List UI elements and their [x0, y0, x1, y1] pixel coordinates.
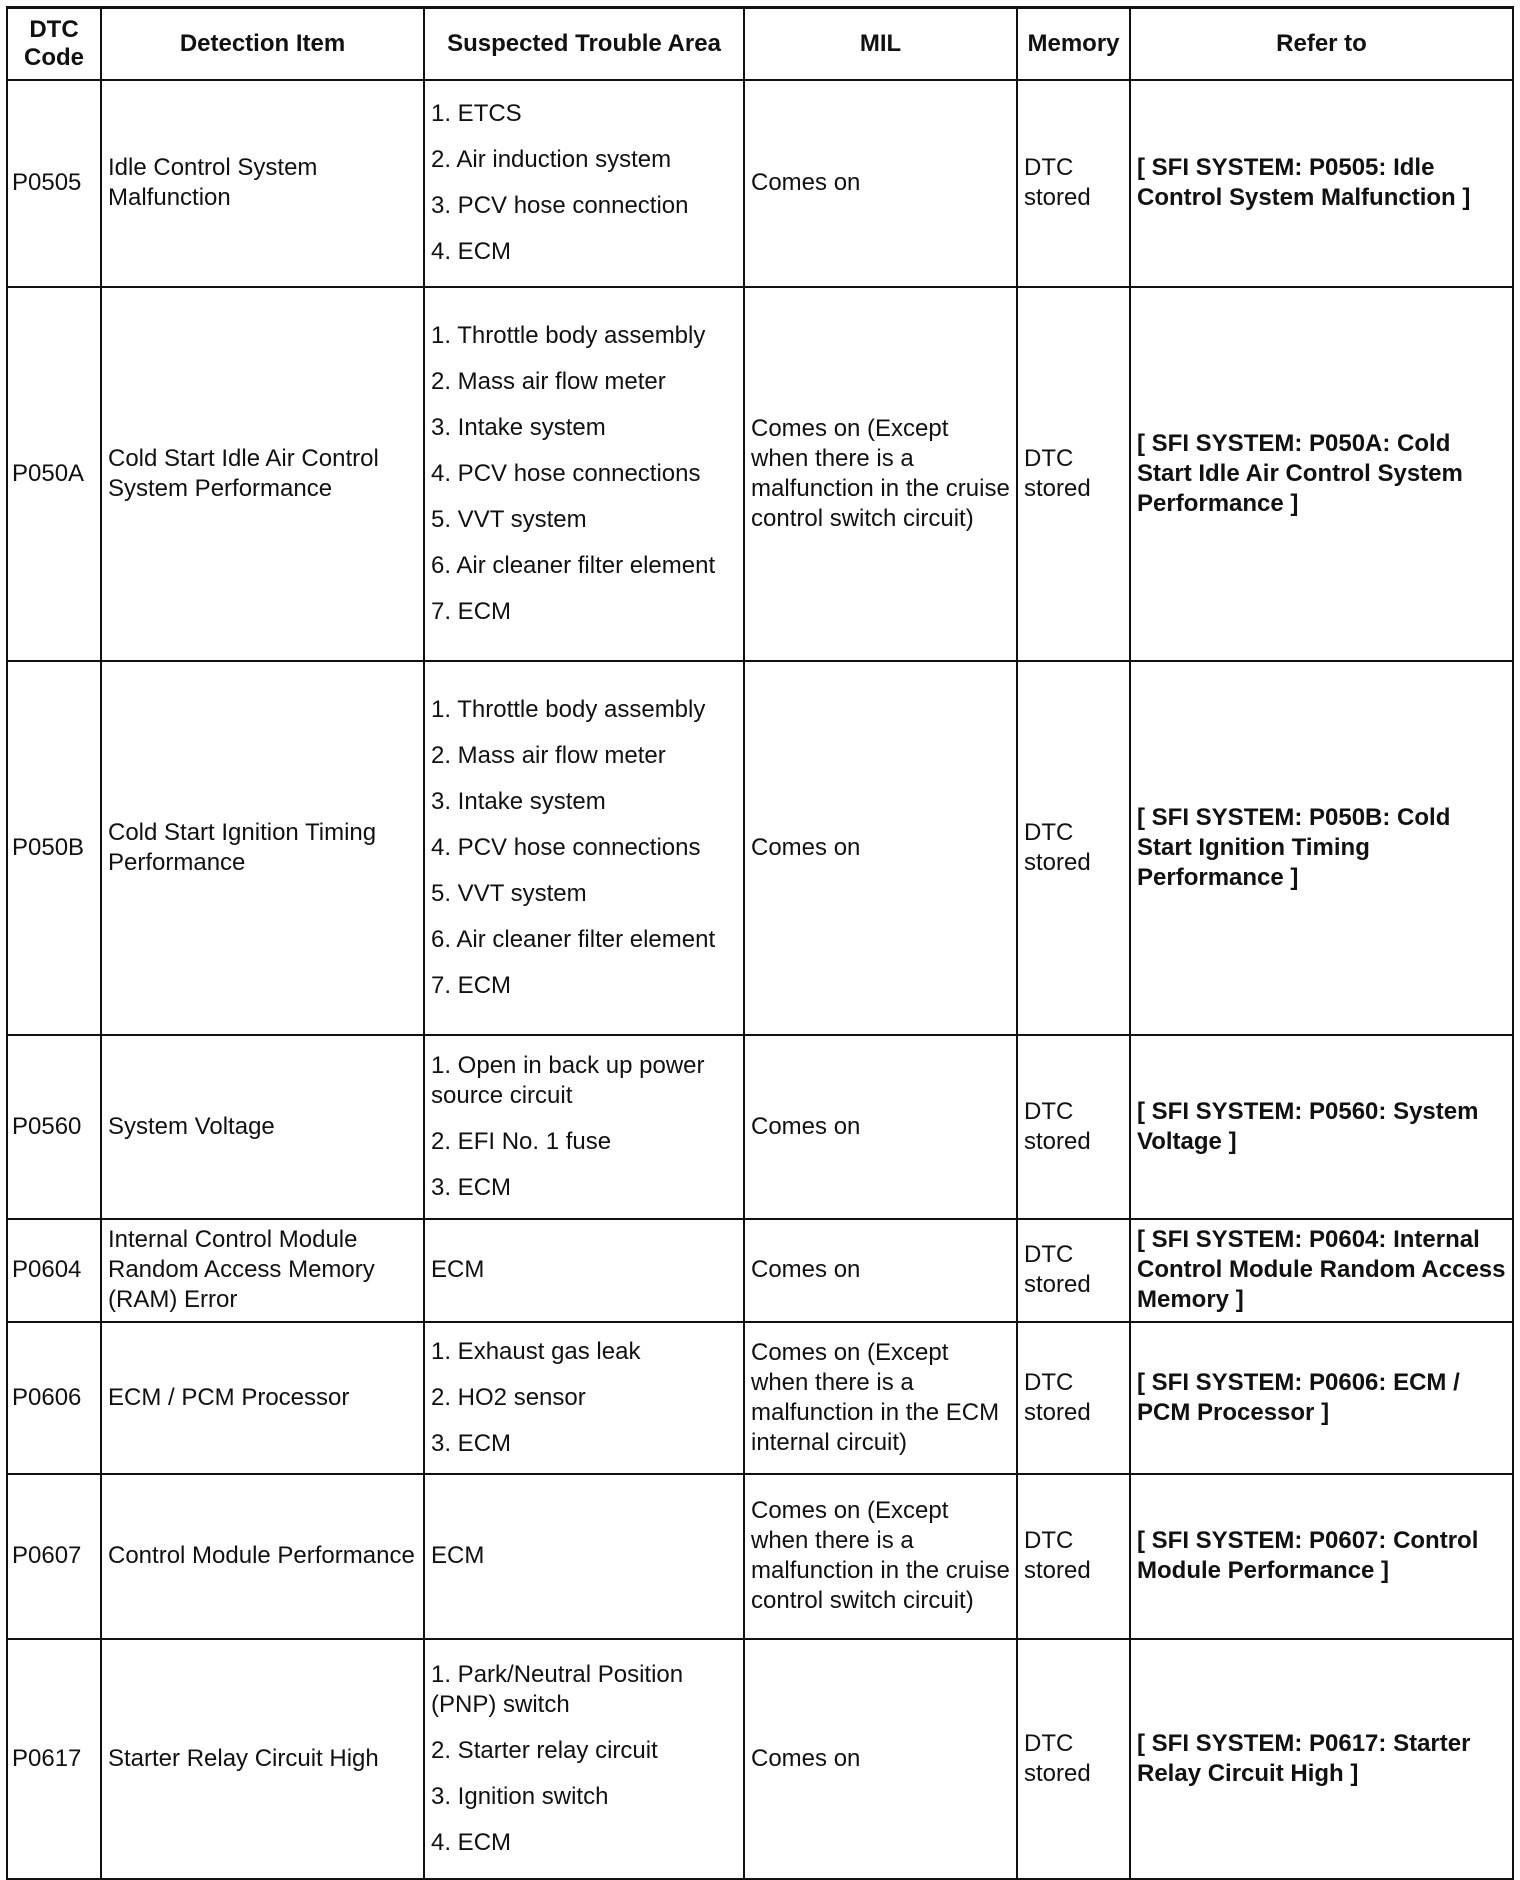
dtc-code-cell-text: P0607 [12, 1542, 82, 1569]
dtc-code-cell [7, 1035, 101, 1219]
list-item: 1. ETCS [431, 100, 522, 127]
memory-cell [1017, 1639, 1130, 1879]
memory-cell-text: DTC stored [1024, 1097, 1091, 1155]
table-row [7, 1219, 1513, 1322]
refer-to-cell [1130, 661, 1513, 1035]
trouble-area-list [431, 1329, 737, 1467]
dtc-code-cell [7, 1219, 101, 1322]
mil-cell-text: Comes on (Except when there is a malfunction in the cruise control switch circuit) [751, 414, 1010, 532]
list-item: 1. Throttle body assembly [431, 321, 706, 349]
detection-item-cell-text: Cold Start Idle Air Control System Performance [108, 444, 379, 502]
trouble-area-list [431, 1533, 737, 1579]
refer-to-cell [1130, 1474, 1513, 1639]
detection-item-cell-text: Control Module Performance [108, 1542, 415, 1569]
mil-cell-text: Comes on (Except when there is a malfunction in the ECM internal circuit) [751, 1338, 1000, 1456]
mil-cell [744, 661, 1017, 1035]
detection-item-cell-text: Internal Control Module Random Access Memory (RAM) Error [108, 1226, 375, 1313]
list-item: 3. Ignition switch [431, 1782, 609, 1810]
trouble-area-list [431, 91, 737, 275]
table-row [7, 1035, 1513, 1219]
memory-cell-text: DTC stored [1024, 1368, 1091, 1426]
trouble-area-list [431, 1043, 737, 1211]
detection-item-cell [101, 1035, 424, 1219]
table-row [7, 80, 1513, 287]
list-item: 2. Mass air flow meter [431, 367, 666, 395]
detection-item-cell-text: Starter Relay Circuit High [108, 1744, 379, 1772]
detection-item-cell-text: System Voltage [108, 1112, 275, 1140]
detection-item-cell [101, 661, 424, 1035]
memory-cell-text: DTC stored [1024, 1527, 1091, 1584]
trouble-area-cell [424, 1474, 744, 1639]
detection-item-cell [101, 287, 424, 661]
detection-item-cell [101, 1219, 424, 1322]
list-item: 2. Mass air flow meter [431, 741, 666, 769]
list-item: 3. ECM [431, 1429, 512, 1457]
dtc-code-cell-text: P050A [12, 459, 85, 487]
header-suspected-trouble-area: Suspected Trouble Area [424, 8, 744, 80]
list-item: 4. ECM [431, 1828, 512, 1856]
mil-cell [744, 1219, 1017, 1322]
trouble-area-cell [424, 80, 744, 287]
table-row [7, 1322, 1513, 1474]
dtc-code-cell-text: P0604 [12, 1256, 82, 1283]
detection-item-cell [101, 1474, 424, 1639]
refer-to-cell-text: [ SFI SYSTEM: P0560: System Voltage ] [1137, 1097, 1479, 1155]
detection-item-cell [101, 1639, 424, 1879]
dtc-table [6, 6, 1514, 1880]
memory-cell-text: DTC stored [1024, 444, 1091, 502]
trouble-area-cell [424, 287, 744, 661]
mil-cell-text: Comes on [751, 1256, 861, 1283]
trouble-area-cell [424, 1322, 744, 1474]
list-item: 2. HO2 sensor [431, 1383, 586, 1411]
memory-cell [1017, 1322, 1130, 1474]
memory-cell [1017, 80, 1130, 287]
list-item: 1. Exhaust gas leak [431, 1337, 641, 1365]
refer-to-cell-text: [ SFI SYSTEM: P050A: Cold Start Idle Air Control System Performance ] [1137, 429, 1463, 517]
list-item: 4. PCV hose connections [431, 833, 701, 861]
dtc-code-cell-text: P0560 [12, 1112, 82, 1140]
trouble-area-cell [424, 1639, 744, 1879]
header-memory: Memory [1017, 8, 1130, 80]
dtc-code-cell-text: P0606 [12, 1383, 82, 1411]
mil-cell [744, 1322, 1017, 1474]
trouble-area-list [431, 313, 737, 635]
refer-to-cell [1130, 287, 1513, 661]
memory-cell-text: DTC stored [1024, 1729, 1091, 1787]
dtc-code-cell-text: P0617 [12, 1744, 82, 1772]
header-mil: MIL [744, 8, 1017, 80]
trouble-area-list [431, 687, 737, 1009]
list-item: 1. Throttle body assembly [431, 695, 706, 723]
trouble-area-list [431, 1652, 737, 1866]
memory-cell [1017, 1474, 1130, 1639]
refer-to-cell-text: [ SFI SYSTEM: P0617: Starter Relay Circuit High ] [1137, 1729, 1471, 1787]
dtc-code-cell-text: P0505 [12, 169, 82, 196]
mil-cell [744, 1474, 1017, 1639]
dtc-code-cell-text: P050B [12, 833, 85, 861]
mil-cell-text: Comes on [751, 1744, 861, 1772]
memory-cell [1017, 1219, 1130, 1322]
list-item: 2. EFI No. 1 fuse [431, 1127, 612, 1155]
dtc-code-cell [7, 1474, 101, 1639]
list-item: ECM [431, 1542, 485, 1569]
memory-cell [1017, 661, 1130, 1035]
refer-to-cell-text: [ SFI SYSTEM: P0606: ECM / PCM Processor ] [1137, 1368, 1460, 1426]
refer-to-cell-text: [ SFI SYSTEM: P050B: Cold Start Ignition Timing Performance ] [1137, 803, 1451, 891]
mil-cell-text: Comes on [751, 833, 861, 861]
dtc-code-cell [7, 287, 101, 661]
table-row [7, 1639, 1513, 1879]
refer-to-cell [1130, 1639, 1513, 1879]
list-item: 6. Air cleaner filter element [431, 551, 716, 579]
refer-to-cell-text: [ SFI SYSTEM: P0505: Idle Control System Malfunction ] [1137, 154, 1471, 211]
table-body [7, 80, 1513, 1879]
memory-cell-text: DTC stored [1024, 1241, 1091, 1298]
refer-to-cell-text: [ SFI SYSTEM: P0607: Control Module Performance ] [1137, 1527, 1479, 1584]
memory-cell [1017, 1035, 1130, 1219]
trouble-area-cell [424, 661, 744, 1035]
memory-cell [1017, 287, 1130, 661]
table-row [7, 1474, 1513, 1639]
header-dtc-code: DTC Code [7, 8, 101, 80]
list-item: 4. ECM [431, 238, 512, 265]
dtc-code-cell [7, 80, 101, 287]
list-item: 4. PCV hose connections [431, 459, 701, 487]
mil-cell [744, 287, 1017, 661]
mil-cell [744, 80, 1017, 287]
list-item: 5. VVT system [431, 505, 587, 533]
list-item: ECM [431, 1256, 485, 1283]
dtc-code-cell [7, 1322, 101, 1474]
detection-item-cell [101, 80, 424, 287]
trouble-area-cell [424, 1035, 744, 1219]
list-item: 1. Park/Neutral Position (PNP) switch [431, 1660, 684, 1718]
refer-to-cell [1130, 1322, 1513, 1474]
list-item: 3. Intake system [431, 787, 606, 815]
list-item: 1. Open in back up power source circuit [431, 1051, 705, 1109]
list-item: 6. Air cleaner filter element [431, 925, 716, 953]
mil-cell-text: Comes on (Except when there is a malfunction in the cruise control switch circuit) [751, 1497, 1010, 1614]
list-item: 2. Air induction system [431, 146, 672, 173]
detection-item-cell-text: Idle Control System Malfunction [108, 154, 318, 211]
header-refer-to: Refer to [1130, 8, 1513, 80]
list-item: 5. VVT system [431, 879, 587, 907]
trouble-area-list [431, 1247, 737, 1293]
detection-item-cell-text: Cold Start Ignition Timing Performance [108, 818, 377, 876]
header-detection-item: Detection Item [101, 8, 424, 80]
list-item: 3. ECM [431, 1173, 512, 1201]
mil-cell [744, 1639, 1017, 1879]
detection-item-cell-text: ECM / PCM Processor [108, 1383, 350, 1411]
memory-cell-text: DTC stored [1024, 818, 1091, 876]
dtc-code-cell [7, 1639, 101, 1879]
list-item: 7. ECM [431, 597, 512, 625]
mil-cell-text: Comes on [751, 1112, 861, 1140]
table-row [7, 661, 1513, 1035]
trouble-area-cell [424, 1219, 744, 1322]
refer-to-cell [1130, 1219, 1513, 1322]
memory-cell-text: DTC stored [1024, 154, 1091, 211]
detection-item-cell [101, 1322, 424, 1474]
refer-to-cell-text: [ SFI SYSTEM: P0604: Internal Control Module Random Access Memory ] [1137, 1226, 1506, 1313]
mil-cell-text: Comes on [751, 169, 861, 196]
refer-to-cell [1130, 1035, 1513, 1219]
list-item: 3. PCV hose connection [431, 192, 689, 219]
dtc-code-cell [7, 661, 101, 1035]
list-item: 3. Intake system [431, 413, 606, 441]
list-item: 7. ECM [431, 971, 512, 999]
mil-cell [744, 1035, 1017, 1219]
refer-to-cell [1130, 80, 1513, 287]
list-item: 2. Starter relay circuit [431, 1736, 658, 1764]
table-row [7, 287, 1513, 661]
table-header-row [7, 8, 1513, 80]
